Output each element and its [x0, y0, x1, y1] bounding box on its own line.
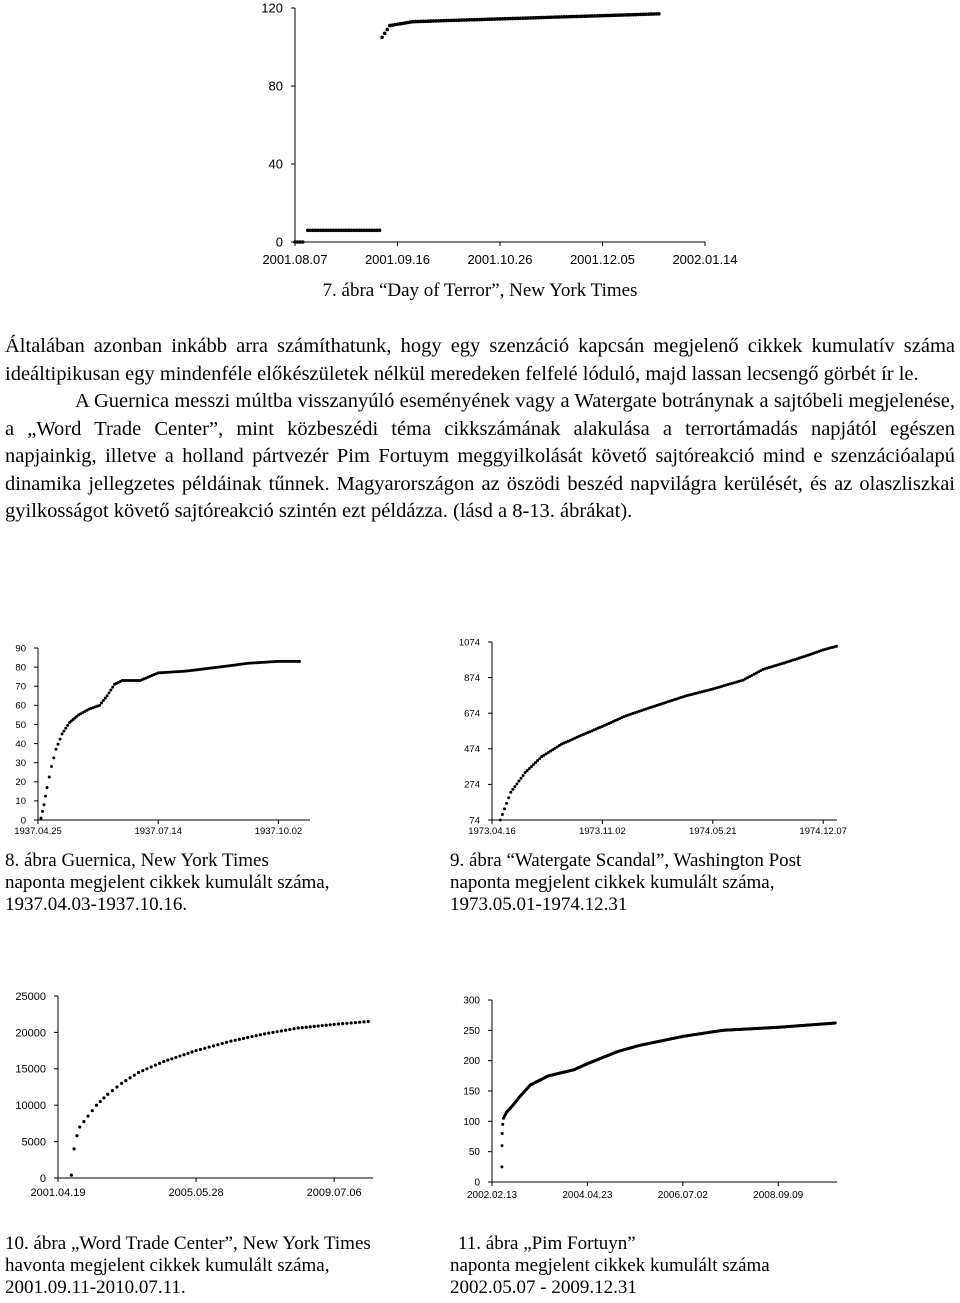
- x-tick-label: 2001.04.19: [30, 1187, 86, 1199]
- x-tick-label: 2006.07.02: [657, 1190, 708, 1201]
- data-point: [78, 1125, 81, 1128]
- data-point: [246, 1036, 249, 1039]
- figure-10-word-trade-center-chart: [0, 982, 380, 1227]
- data-point: [337, 1022, 340, 1025]
- y-tick-label: 250: [463, 1025, 480, 1037]
- data-point: [321, 1024, 324, 1027]
- figure-9-caption-line-1: 9. ábra “Watergate Scandal”, Washington Post: [450, 850, 802, 871]
- y-tick-label: 10000: [15, 1100, 46, 1113]
- x-tick-label: 1937.04.25: [14, 826, 62, 837]
- data-point: [305, 1026, 308, 1029]
- data-point: [501, 813, 504, 816]
- data-point: [503, 807, 506, 810]
- data-point: [501, 1132, 504, 1135]
- y-tick-label: 50: [15, 719, 26, 731]
- data-point: [834, 1022, 837, 1025]
- x-tick-label: 2001.08.07: [262, 252, 328, 267]
- data-point: [137, 1071, 140, 1074]
- data-point: [499, 819, 502, 822]
- y-tick-label: 25000: [15, 990, 46, 1003]
- data-point: [170, 1057, 173, 1060]
- figure-7-caption-text: 7. ábra “Day of Terror”, New York Times: [322, 280, 638, 301]
- y-tick-label: 74: [469, 815, 480, 827]
- figure-9-caption-line-2: naponta megjelent cikkek kumulált száma,: [450, 872, 775, 893]
- data-point: [329, 1023, 332, 1026]
- data-point: [367, 1020, 370, 1023]
- data-point: [280, 1029, 283, 1032]
- y-tick-label: 90: [15, 643, 26, 655]
- data-point: [358, 1021, 361, 1024]
- y-tick-label: 5000: [21, 1136, 46, 1149]
- data-point: [345, 1022, 348, 1025]
- data-point: [835, 645, 838, 648]
- data-point: [509, 791, 512, 794]
- data-point: [297, 1026, 300, 1029]
- figure-9-caption: [450, 850, 801, 916]
- data-point: [284, 1029, 287, 1032]
- data-point: [99, 1100, 102, 1103]
- data-point: [166, 1059, 169, 1062]
- data-point: [216, 1043, 219, 1046]
- data-point: [229, 1040, 232, 1043]
- figure-9-watergate-chart: [430, 628, 847, 848]
- data-point: [350, 1021, 353, 1024]
- data-point: [82, 1120, 85, 1123]
- data-point: [48, 776, 51, 779]
- data-point: [317, 1024, 320, 1027]
- x-tick-label: 2002.01.14: [672, 252, 738, 267]
- data-point: [234, 1039, 237, 1042]
- data-point: [120, 1082, 123, 1085]
- data-point: [124, 1079, 127, 1082]
- figure-11-caption: [450, 1233, 770, 1299]
- data-point: [43, 803, 46, 806]
- data-point: [242, 1037, 245, 1040]
- data-point: [50, 765, 53, 768]
- data-point: [657, 12, 661, 16]
- y-tick-label: 70: [15, 681, 26, 693]
- data-point: [520, 777, 523, 780]
- data-point: [301, 240, 305, 244]
- data-point: [40, 817, 43, 820]
- data-point: [507, 796, 510, 799]
- y-tick-label: 0: [275, 234, 283, 250]
- y-tick-label: 60: [15, 700, 26, 712]
- data-point: [182, 1053, 185, 1056]
- figure-8-caption-line-2: naponta megjelent cikkek kumulált száma,: [5, 872, 330, 893]
- data-point: [95, 1104, 98, 1107]
- data-point: [221, 1042, 224, 1045]
- data-point: [212, 1044, 215, 1047]
- data-point: [259, 1033, 262, 1036]
- y-tick-label: 0: [20, 815, 26, 827]
- figure-10-caption-line-2: havonta megjelent cikkek kumulált száma,: [5, 1255, 330, 1276]
- data-point: [150, 1065, 153, 1068]
- data-point: [106, 694, 109, 697]
- figure-10-caption: [5, 1233, 371, 1299]
- data-point: [341, 1022, 344, 1025]
- data-point: [190, 1050, 193, 1053]
- y-tick-label: 15000: [15, 1063, 46, 1076]
- data-point: [64, 727, 67, 730]
- x-tick-label: 2001.09.16: [364, 252, 431, 267]
- data-point: [505, 802, 508, 805]
- data-point: [52, 756, 55, 759]
- figure-7-day-of-terror-chart: [240, 0, 738, 280]
- data-point: [208, 1045, 211, 1048]
- data-point: [298, 660, 301, 663]
- data-point: [70, 1173, 73, 1176]
- data-point: [158, 1062, 161, 1065]
- data-point: [501, 1144, 504, 1147]
- x-tick-label: 1937.07.14: [134, 826, 182, 837]
- data-point: [250, 1035, 253, 1038]
- data-point: [102, 699, 105, 702]
- data-point: [111, 1089, 114, 1092]
- data-point: [309, 1025, 312, 1028]
- y-tick-label: 80: [268, 78, 283, 94]
- data-point: [91, 1109, 94, 1112]
- data-point: [62, 730, 65, 733]
- data-point: [292, 1027, 295, 1030]
- figure-11-caption-line-1: 11. ábra „Pim Fortuyn”: [458, 1233, 636, 1254]
- data-point: [61, 733, 64, 736]
- y-tick-label: 200: [463, 1056, 480, 1068]
- data-point: [199, 1048, 202, 1051]
- figure-7-caption: [240, 280, 720, 302]
- data-point: [517, 780, 520, 783]
- figure-10-caption-line-3: 2001.09.11-2010.07.11.: [5, 1277, 186, 1298]
- data-point: [378, 229, 382, 233]
- figure-11-caption-line-3: 2002.05.07 - 2009.12.31: [450, 1277, 637, 1298]
- data-point: [44, 795, 47, 798]
- y-tick-label: 100: [463, 1116, 480, 1128]
- data-point: [333, 1023, 336, 1026]
- data-series: [499, 645, 838, 822]
- y-tick-label: 30: [15, 757, 26, 769]
- x-tick-label: 2005.05.28: [168, 1187, 224, 1199]
- data-point: [288, 1028, 291, 1031]
- data-point: [301, 1026, 304, 1029]
- data-point: [75, 1134, 78, 1137]
- data-point: [383, 32, 387, 36]
- data-point: [263, 1032, 266, 1035]
- data-point: [203, 1047, 206, 1050]
- figure-9-caption-line-3: 1973.05.01-1974.12.31: [450, 894, 628, 915]
- data-point: [115, 1085, 118, 1088]
- data-point: [133, 1074, 136, 1077]
- figure-10-caption-line-1: 10. ábra „Word Trade Center”, New York Times: [5, 1233, 371, 1254]
- data-point: [154, 1064, 157, 1067]
- data-point: [73, 1147, 76, 1150]
- y-tick-label: 874: [464, 672, 480, 684]
- x-tick-label: 2001.12.05: [569, 252, 636, 267]
- y-tick-label: 80: [15, 662, 26, 674]
- data-point: [500, 1165, 503, 1168]
- data-point: [145, 1067, 148, 1070]
- data-point: [111, 686, 114, 689]
- y-tick-label: 300: [463, 995, 480, 1007]
- data-point: [66, 724, 69, 727]
- data-point: [238, 1038, 241, 1041]
- figure-11-pim-fortuyn-chart: [430, 982, 830, 1227]
- x-tick-label: 2004.04.23: [562, 1190, 613, 1201]
- y-tick-label: 1074: [458, 637, 480, 649]
- figure-8-caption-line-3: 1937.04.03-1937.10.16.: [5, 894, 188, 915]
- y-tick-label: 274: [464, 779, 480, 791]
- data-point: [102, 1096, 105, 1099]
- y-tick-label: 20000: [15, 1027, 46, 1040]
- data-series: [40, 660, 301, 820]
- y-tick-label: 0: [474, 1177, 480, 1189]
- data-series: [70, 1020, 370, 1177]
- data-point: [325, 1024, 328, 1027]
- data-point: [109, 689, 112, 692]
- data-point: [98, 704, 101, 707]
- x-tick-label: 1974.12.07: [799, 826, 847, 837]
- y-tick-label: 474: [464, 744, 480, 756]
- data-point: [186, 1052, 189, 1055]
- data-point: [41, 810, 44, 813]
- data-point: [59, 738, 62, 741]
- y-tick-label: 674: [464, 708, 480, 720]
- figure-8-guernica-chart: [0, 628, 360, 848]
- x-tick-label: 1937.10.02: [254, 826, 303, 837]
- y-tick-label: 150: [463, 1086, 480, 1098]
- data-point: [276, 1030, 279, 1033]
- y-tick-label: 120: [261, 0, 283, 16]
- data-point: [354, 1021, 357, 1024]
- data-point: [511, 788, 514, 791]
- data-point: [178, 1054, 181, 1057]
- paragraph-1: Általában azonban inkább arra számíthatunk, hogy egy szenzáció kapcsán megjelenő cikkek kumulatív száma ideáltipikusan egy mindenféle előkészületek nélkül meredeken felfelé lóduló, majd lassan lecsengő görbét ír le.: [5, 335, 955, 385]
- y-tick-label: 40: [15, 738, 26, 750]
- data-series: [500, 1022, 836, 1169]
- x-tick-label: 2009.07.06: [306, 1187, 362, 1199]
- data-point: [57, 743, 60, 746]
- data-point: [55, 748, 58, 751]
- data-point: [100, 701, 103, 704]
- data-point: [141, 1069, 144, 1072]
- data-point: [46, 786, 49, 789]
- data-point: [380, 35, 384, 39]
- x-tick-label: 2002.02.13: [466, 1190, 518, 1201]
- data-point: [86, 1115, 89, 1118]
- data-series: [293, 12, 660, 244]
- figure-8-caption: [5, 850, 329, 916]
- data-point: [385, 28, 389, 32]
- y-tick-label: 40: [268, 156, 283, 172]
- y-tick-label: 10: [15, 796, 26, 808]
- data-point: [194, 1049, 197, 1052]
- data-point: [501, 1123, 504, 1126]
- paragraph-2: A Guernica messzi múltba visszanyúló eseményének vagy a Watergate botránynak a sajtóbeli megjelenése, a „Word Trade Center”, mint közbeszédi téma cikkszámának alakulása a terrortámadás napjától egészen napjainkig, illetve a holland pártvezér Pim Fortuym meggyilkolását követő sajtóreakció mind e szenzációalapú dinamika jellegzetes példáinak tűnnek. Magyarországon az öszödi beszéd napvilágra kerülését, és az olaszliszkai gyilkosságot követő sajtóreakció szintén ezt példázza. (lásd a 8-13. ábrákat).: [5, 390, 955, 522]
- data-point: [104, 697, 107, 700]
- y-tick-label: 0: [39, 1172, 46, 1185]
- data-point: [174, 1056, 177, 1059]
- data-point: [271, 1031, 274, 1034]
- y-tick-label: 50: [468, 1147, 480, 1159]
- data-point: [522, 774, 525, 777]
- data-point: [128, 1076, 131, 1079]
- y-tick-label: 20: [15, 777, 26, 789]
- x-tick-label: 1974.05.21: [689, 826, 737, 837]
- data-point: [515, 782, 518, 785]
- data-point: [162, 1060, 165, 1063]
- data-point: [513, 785, 516, 788]
- data-point: [313, 1025, 316, 1028]
- data-point: [225, 1041, 228, 1044]
- data-point: [255, 1034, 258, 1037]
- x-tick-label: 1973.11.02: [578, 826, 626, 837]
- data-point: [267, 1032, 270, 1035]
- figure-11-caption-line-2: naponta megjelent cikkek kumulált száma: [450, 1255, 770, 1276]
- x-tick-label: 2008.09.09: [753, 1190, 804, 1201]
- data-point: [106, 1093, 109, 1096]
- data-point: [362, 1020, 365, 1023]
- body-text: [5, 333, 955, 526]
- data-point: [108, 691, 111, 694]
- x-tick-label: 1973.04.16: [468, 826, 516, 837]
- figure-8-caption-line-1: 8. ábra Guernica, New York Times: [5, 850, 269, 871]
- x-tick-label: 2001.10.26: [467, 252, 533, 267]
